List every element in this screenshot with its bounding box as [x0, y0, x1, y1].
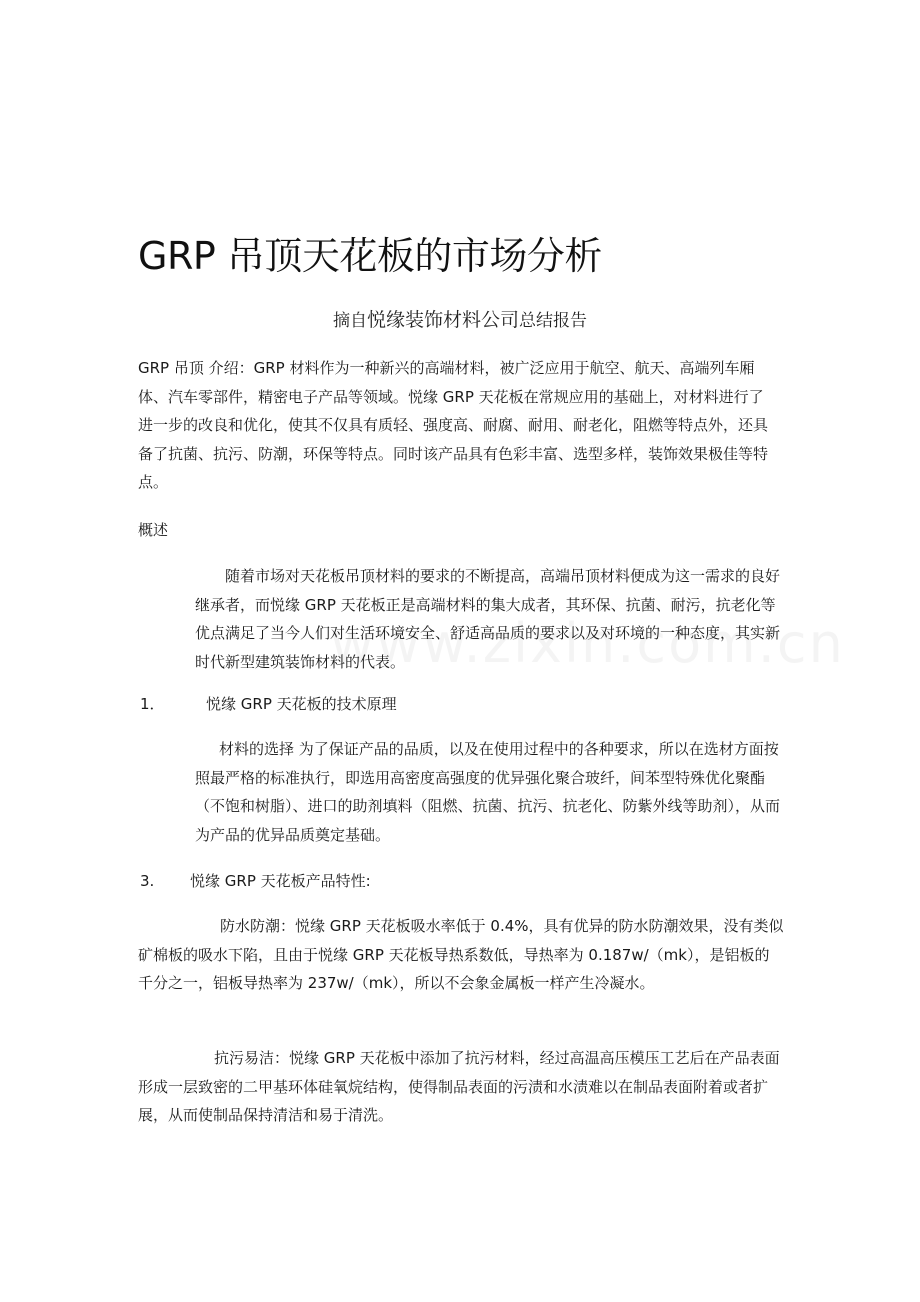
subtitle-prefix: 摘自	[332, 311, 367, 331]
waterproof-paragraph: 防水防潮：悦缘 GRP 天花板吸水率低于 0.4%，具有优异的防水防潮效果，没有类似矿棉板的吸水下陷，且由于悦缘 GRP 天花板导热系数低，导热率为 0.187w/（mk），是铝板的千分之一，铝板导热率为 237w/（mk），所以不会象金属板一样产生冷凝水。	[138, 917, 784, 992]
antifouling-paragraph: 抗污易洁：悦缘 GRP 天花板中添加了抗污材料，经过高温高压模压工艺后在产品表面形成一层致密的二甲基环体硅氧烷结构，使得制品表面的污渍和水渍难以在制品表面附着或者扩展，从而使制品保持清洁和易于清洗。	[138, 1049, 780, 1124]
document-title: GRP 吊顶天花板的市场分析	[138, 234, 602, 278]
subtitle-company: 悦缘装饰材料公司	[366, 309, 519, 331]
section-3-heading: 悦缘 GRP 天花板产品特性:	[190, 872, 371, 890]
section-1-heading: 悦缘 GRP 天花板的技术原理	[206, 695, 397, 713]
material-paragraph: 材料的选择 为了保证产品的品质，以及在使用过程中的各种要求，所以在选材方面按照最严格的标准执行，即选用高密度高强度的优异强化聚合玻纤，间苯型特殊优化聚酯（不饱和树脂）、进口的助剂填料（阻燃、抗菌、抗污、抗老化、防紫外线等助剂），从而为产品的优异品质奠定基础。	[195, 740, 781, 844]
intro-paragraph: GRP 吊顶 介绍：GRP 材料作为一种新兴的高端材料，被广泛应用于航空、航天、高端列车厢体、汽车零部件，精密电子产品等领域。悦缘 GRP 天花板在常规应用的基础上，对材料进行了进一步的改良和优化，使其不仅具有质轻、强度高、耐腐、耐用、耐老化，阻燃等特点外，还具备了抗菌、抗污、防潮，环保等特点。同时该产品具有色彩丰富、选型多样，装饰效果极佳等特点。	[138, 359, 769, 491]
section-1-number: 1．	[140, 695, 165, 713]
overview-label: 概述	[138, 521, 169, 539]
overview-paragraph: 随着市场对天花板吊顶材料的要求的不断提高，高端吊顶材料便成为这一需求的良好继承者，而悦缘 GRP 天花板正是高端材料的集大成者，其环保、抗菌、耐污，抗老化等优点满足了当今人们对生活环境安全、舒适高品质的要求以及对环境的一种态度，其实新时代新型建筑装饰材料的代表。	[195, 567, 781, 671]
section-3-number: 3.	[140, 872, 155, 890]
document-subtitle	[0, 306, 920, 335]
subtitle-suffix: 总结报告	[519, 311, 587, 331]
